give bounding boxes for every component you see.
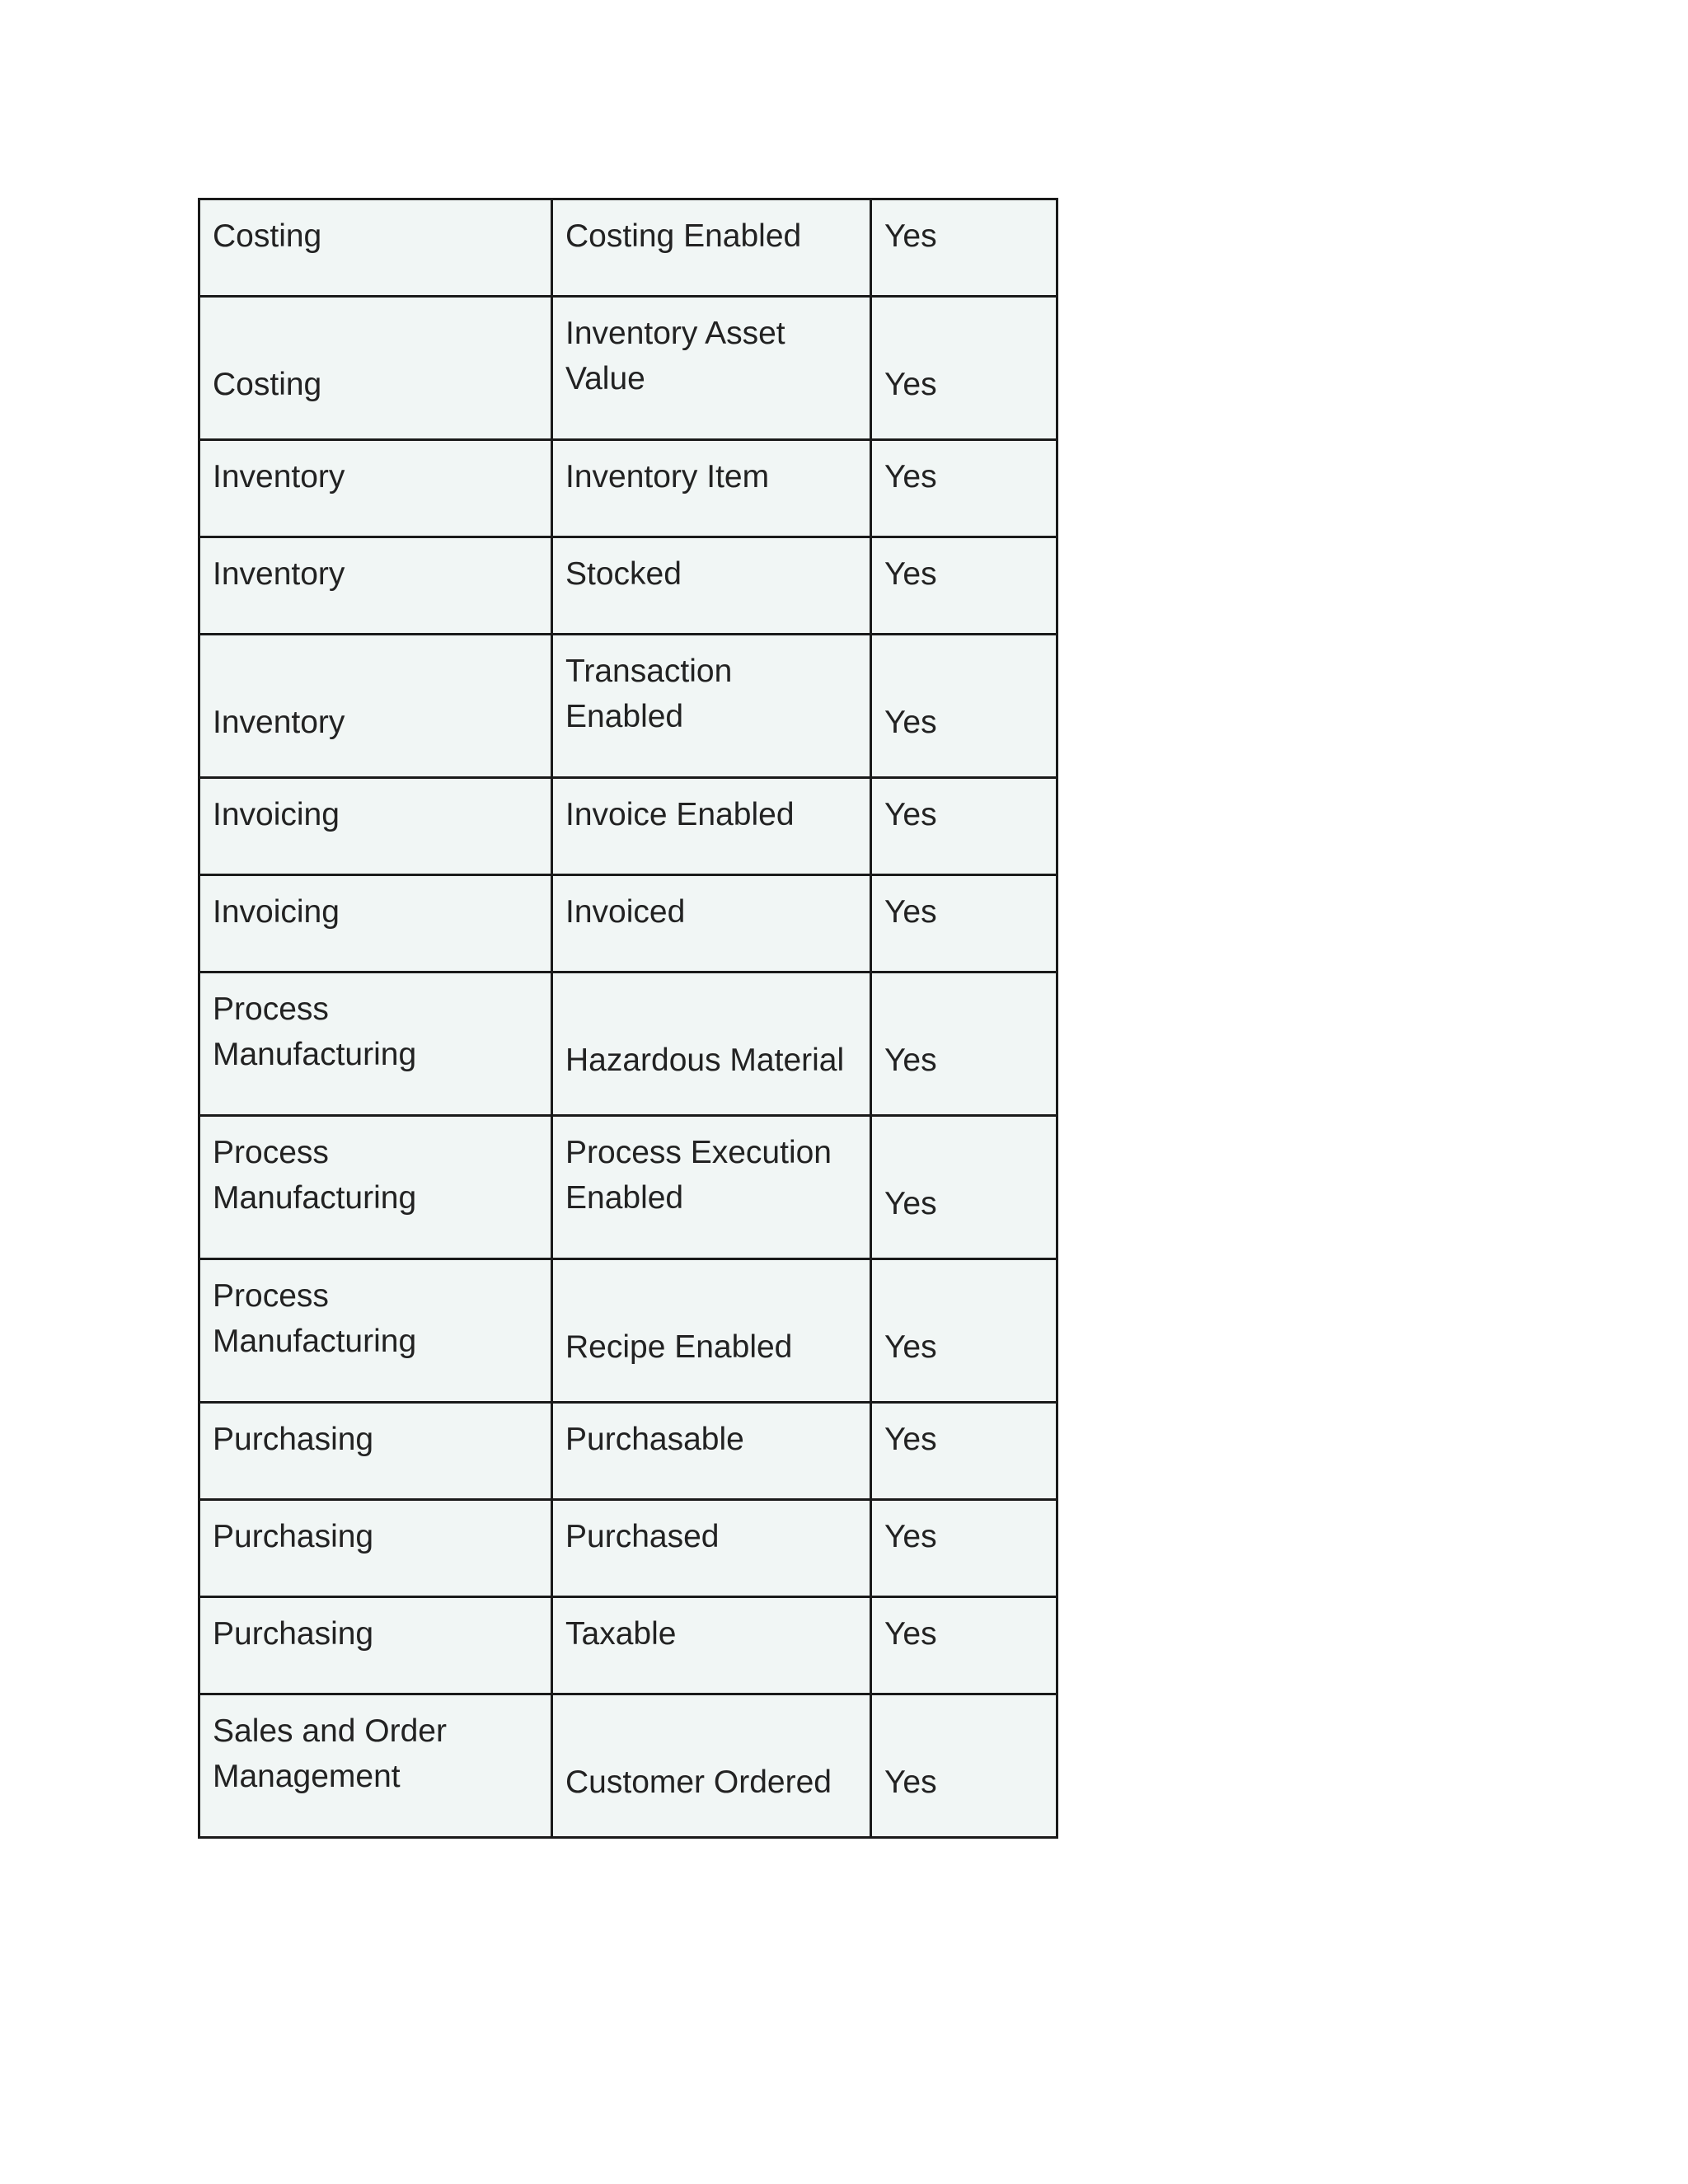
attribute-text: Costing Enabled bbox=[565, 218, 802, 254]
attribute-text: Inventory Item bbox=[565, 459, 770, 494]
attribute-text: Inventory Asset Value bbox=[565, 316, 785, 396]
attribute-text: Stocked bbox=[565, 556, 682, 592]
area-cell bbox=[199, 1694, 552, 1838]
attribute-cell bbox=[552, 972, 871, 1116]
table-row bbox=[199, 1403, 1057, 1500]
value-text: Yes bbox=[884, 894, 937, 930]
value-text: Yes bbox=[884, 797, 937, 832]
area-cell bbox=[199, 1500, 552, 1597]
value-cell bbox=[871, 537, 1057, 635]
area-cell bbox=[199, 972, 552, 1116]
attribute-text: Purchased bbox=[565, 1519, 720, 1554]
area-cell bbox=[199, 1597, 552, 1694]
table-row bbox=[199, 297, 1057, 440]
area-text: Purchasing bbox=[213, 1616, 374, 1652]
value-cell bbox=[871, 972, 1057, 1116]
attribute-text: Customer Ordered bbox=[565, 1765, 832, 1800]
area-text: Process Manufacturing bbox=[213, 991, 417, 1072]
value-text: Yes bbox=[884, 1765, 937, 1800]
value-cell bbox=[871, 1694, 1057, 1838]
area-text: Sales and Order Management bbox=[213, 1713, 447, 1794]
attribute-text: Hazardous Material bbox=[565, 1043, 845, 1078]
attribute-text: Transaction Enabled bbox=[565, 654, 733, 734]
value-cell bbox=[871, 635, 1057, 778]
attribute-cell bbox=[552, 778, 871, 875]
attribute-cell bbox=[552, 1259, 871, 1403]
table-row bbox=[199, 875, 1057, 972]
area-text: Purchasing bbox=[213, 1422, 374, 1457]
area-text: Invoicing bbox=[213, 797, 340, 832]
value-cell bbox=[871, 1116, 1057, 1259]
attribute-text: Taxable bbox=[565, 1616, 677, 1652]
attribute-text: Process Execution Enabled bbox=[565, 1135, 832, 1216]
attribute-cell bbox=[552, 1500, 871, 1597]
value-text: Yes bbox=[884, 218, 937, 254]
area-text: Inventory bbox=[213, 556, 345, 592]
attribute-cell bbox=[552, 1403, 871, 1500]
attribute-cell bbox=[552, 537, 871, 635]
area-cell bbox=[199, 1259, 552, 1403]
value-text: Yes bbox=[884, 1422, 937, 1457]
area-text: Costing bbox=[213, 218, 322, 254]
value-cell bbox=[871, 440, 1057, 537]
area-text: Inventory bbox=[213, 705, 345, 740]
attribute-cell bbox=[552, 1116, 871, 1259]
area-cell bbox=[199, 537, 552, 635]
value-cell bbox=[871, 1403, 1057, 1500]
table-row bbox=[199, 1597, 1057, 1694]
table-row bbox=[199, 1259, 1057, 1403]
area-cell bbox=[199, 635, 552, 778]
table-row bbox=[199, 537, 1057, 635]
area-cell bbox=[199, 297, 552, 440]
area-cell bbox=[199, 1403, 552, 1500]
area-cell bbox=[199, 778, 552, 875]
value-text: Yes bbox=[884, 367, 937, 402]
area-cell bbox=[199, 1116, 552, 1259]
value-text: Yes bbox=[884, 459, 937, 494]
area-text: Process Manufacturing bbox=[213, 1135, 417, 1216]
attribute-text: Invoice Enabled bbox=[565, 797, 795, 832]
value-cell bbox=[871, 875, 1057, 972]
area-text: Purchasing bbox=[213, 1519, 374, 1554]
value-cell bbox=[871, 778, 1057, 875]
attribute-text: Invoiced bbox=[565, 894, 686, 930]
attribute-cell bbox=[552, 875, 871, 972]
table-row bbox=[199, 440, 1057, 537]
attribute-cell bbox=[552, 199, 871, 297]
table-row bbox=[199, 1116, 1057, 1259]
area-cell bbox=[199, 199, 552, 297]
attribute-cell bbox=[552, 1597, 871, 1694]
attribute-cell bbox=[552, 1694, 871, 1838]
area-text: Process Manufacturing bbox=[213, 1278, 417, 1359]
value-text: Yes bbox=[884, 1616, 937, 1652]
area-cell bbox=[199, 875, 552, 972]
attributes-table bbox=[198, 198, 1058, 1839]
attribute-cell bbox=[552, 440, 871, 537]
value-text: Yes bbox=[884, 556, 937, 592]
table-body bbox=[199, 199, 1057, 1838]
area-text: Invoicing bbox=[213, 894, 340, 930]
attribute-cell bbox=[552, 297, 871, 440]
area-cell bbox=[199, 440, 552, 537]
table-row bbox=[199, 199, 1057, 297]
attribute-cell bbox=[552, 635, 871, 778]
value-text: Yes bbox=[884, 1043, 937, 1078]
table-row bbox=[199, 778, 1057, 875]
attribute-text: Recipe Enabled bbox=[565, 1329, 793, 1365]
table-row bbox=[199, 1500, 1057, 1597]
value-text: Yes bbox=[884, 1519, 937, 1554]
value-cell bbox=[871, 1597, 1057, 1694]
table-row bbox=[199, 635, 1057, 778]
area-text: Costing bbox=[213, 367, 322, 402]
attribute-text: Purchasable bbox=[565, 1422, 744, 1457]
value-cell bbox=[871, 297, 1057, 440]
value-cell bbox=[871, 1259, 1057, 1403]
value-text: Yes bbox=[884, 705, 937, 740]
value-cell bbox=[871, 199, 1057, 297]
area-text: Inventory bbox=[213, 459, 345, 494]
table-row bbox=[199, 1694, 1057, 1838]
value-cell bbox=[871, 1500, 1057, 1597]
value-text: Yes bbox=[884, 1186, 937, 1221]
value-text: Yes bbox=[884, 1329, 937, 1365]
table-row bbox=[199, 972, 1057, 1116]
